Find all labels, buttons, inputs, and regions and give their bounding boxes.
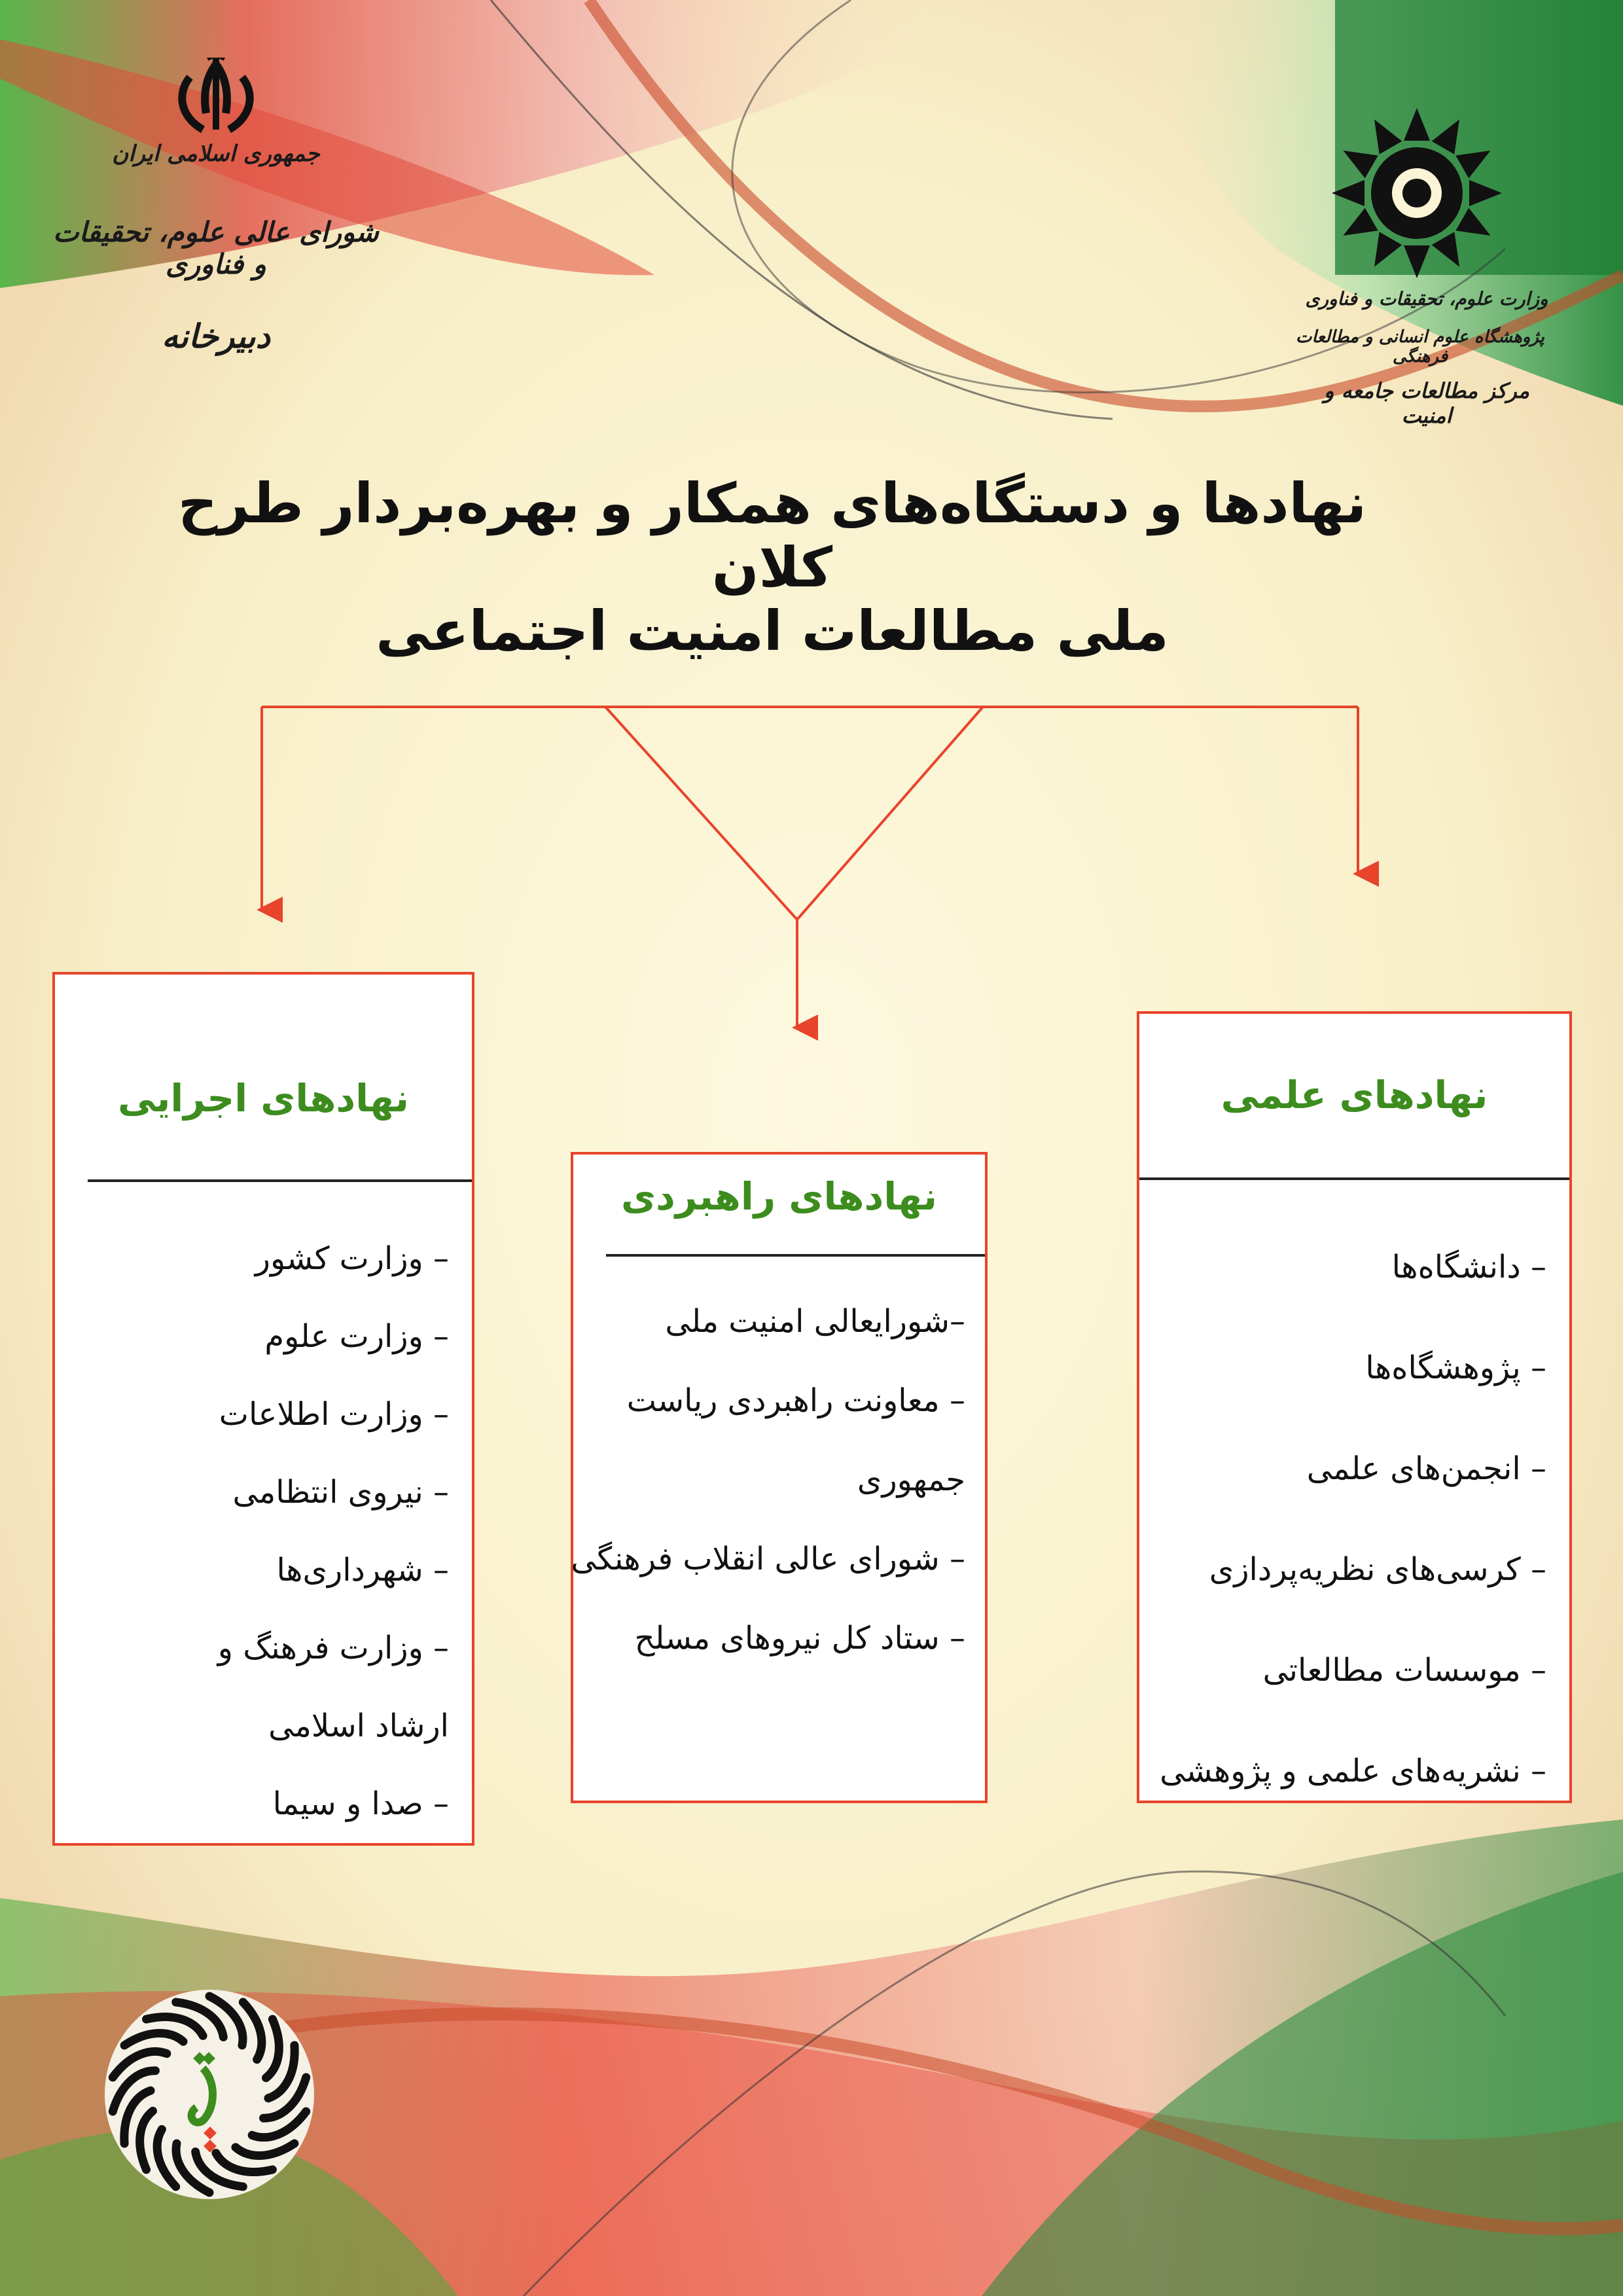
list-item: – وزارت کشور [255, 1240, 449, 1277]
council-name-label: شورای عالی علوم، تحقیقات و فناوری [53, 216, 379, 280]
list-item: – دانشگاه‌ها [1391, 1249, 1546, 1285]
list-item: – ستاد کل نیروهای مسلح [634, 1620, 965, 1657]
institute-label: پژوهشگاه علوم انسانی و مطالعات فرهنگی [1296, 327, 1544, 367]
strategic-box-title: نهادهای راهبردی [620, 1174, 938, 1219]
strategic-items-list [571, 1282, 965, 1678]
executive-box-divider [88, 1179, 472, 1182]
scientific-items-list [1160, 1217, 1546, 1821]
scientific-institutions-box [1137, 1011, 1572, 1803]
list-item: – وزارت اطلاعات [219, 1396, 449, 1433]
list-item: – صدا و سیما [272, 1785, 449, 1822]
center-label: مرکز مطالعات جامعه و امنیت [1323, 378, 1530, 428]
swirl-logo-icon [101, 1986, 317, 2202]
list-item: – نیروی انتظامی [232, 1474, 449, 1511]
scientific-box-title: نهادهای علمی [1221, 1073, 1488, 1117]
page-title-line1: نهادها و دستگاه‌های همکار و بهره‌بردار طرح کلان [177, 471, 1367, 600]
scientific-box-divider [1139, 1177, 1569, 1180]
secretariat-label: دبیرخانه [162, 317, 270, 355]
executive-box-title: نهادهای اجرایی [117, 1076, 410, 1121]
executive-institutions-box [52, 972, 474, 1846]
list-item: – کرسی‌های نظریه‌پردازی [1209, 1551, 1546, 1588]
list-item: جمهوری [857, 1462, 965, 1498]
list-item: – موسسات مطالعاتی [1262, 1652, 1546, 1689]
page-title-line2: ملی مطالعات امنیت اجتماعی [376, 599, 1169, 663]
list-item: – نشریه‌های علمی و پژوهشی [1160, 1753, 1546, 1789]
list-item: – شورای عالی انقلاب فرهنگی [571, 1541, 965, 1577]
list-item: – وزارت فرهنگ و [217, 1630, 449, 1666]
list-item: – پژوهشگاه‌ها [1365, 1350, 1546, 1386]
ministry-label: وزارت علوم، تحقیقات و فناوری [1305, 288, 1548, 310]
list-item: – انجمن‌های علمی [1306, 1450, 1546, 1487]
strategic-institutions-box [571, 1152, 988, 1803]
list-item: ارشاد اسلامی [268, 1708, 449, 1744]
list-item: –شورایعالی امنیت ملی [665, 1303, 965, 1340]
council-country-label: جمهوری اسلامی ایران [112, 141, 320, 167]
strategic-box-divider [606, 1254, 985, 1257]
list-item: – شهرداری‌ها [276, 1552, 449, 1588]
list-item: – وزارت علوم [264, 1318, 449, 1355]
list-item: – معاونت راهبردی ریاست [626, 1382, 965, 1419]
executive-items-list [218, 1220, 449, 1843]
